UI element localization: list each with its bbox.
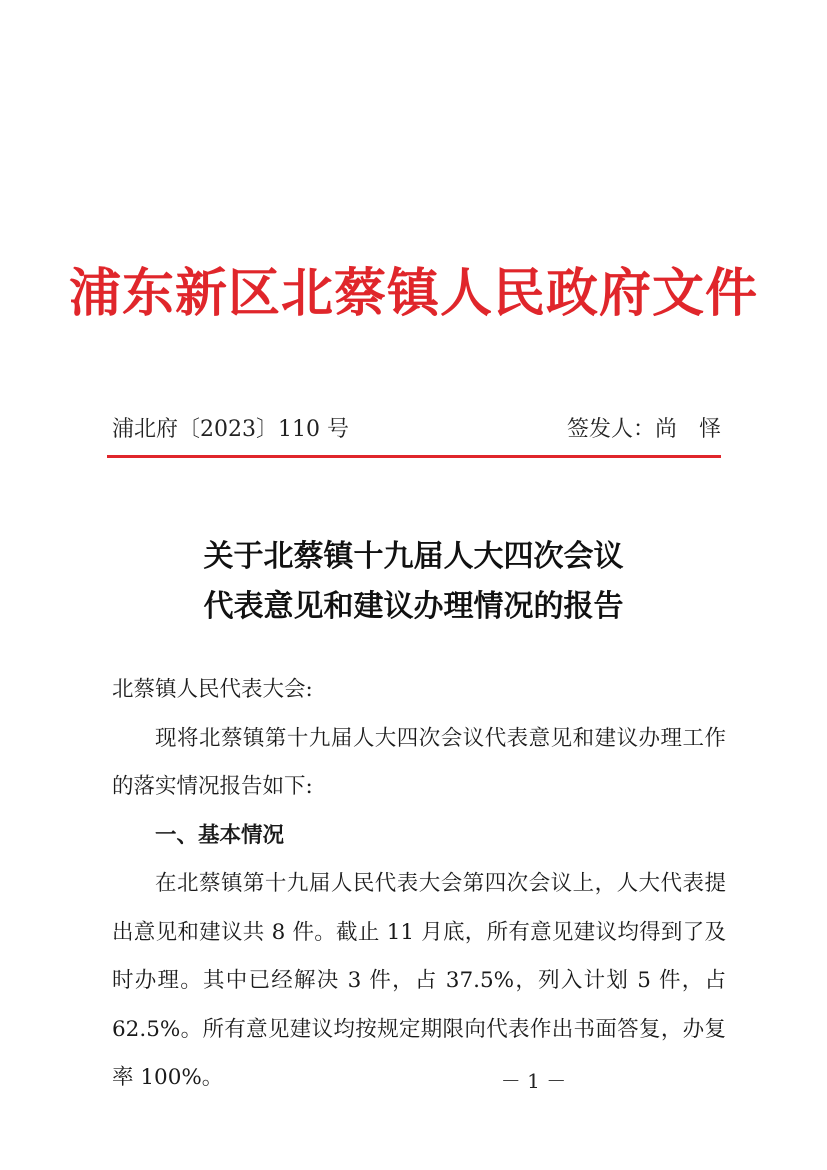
- signer: 签发人：尚 怿: [566, 417, 721, 442]
- intro-paragraph: 现将北蔡镇第十九届人大四次会议代表意见和建议办理工作的落实情况报告如下:: [112, 725, 726, 799]
- report-title-line-1: 关于北蔡镇十九届人大四次会议: [203, 539, 624, 574]
- report-body: [112, 666, 726, 1103]
- section-heading-basic-situation: 一、基本情况: [155, 822, 285, 848]
- red-divider-rule: [107, 455, 721, 458]
- report-title-line-2: 代表意见和建议办理情况的报告: [203, 589, 624, 624]
- page-number: － 1 －: [500, 1069, 567, 1093]
- document-number: 浦北府〔2023〕110 号: [112, 417, 349, 442]
- masthead-title: 浦东新区北蔡镇人民政府文件: [68, 263, 758, 324]
- salutation: 北蔡镇人民代表大会:: [112, 677, 313, 702]
- section-1-paragraph: 在北蔡镇第十九届人民代表大会第四次会议上，人大代表提出意见和建议共 8 件。截止 11 月底，所有意见建议均得到了及时办理。其中已经解决 3 件，占 37.5%，列入计划 5 件，占 62.5%。所有意见建议均按规定期限向代表作出书面答复，办复率 100%。: [112, 871, 726, 1090]
